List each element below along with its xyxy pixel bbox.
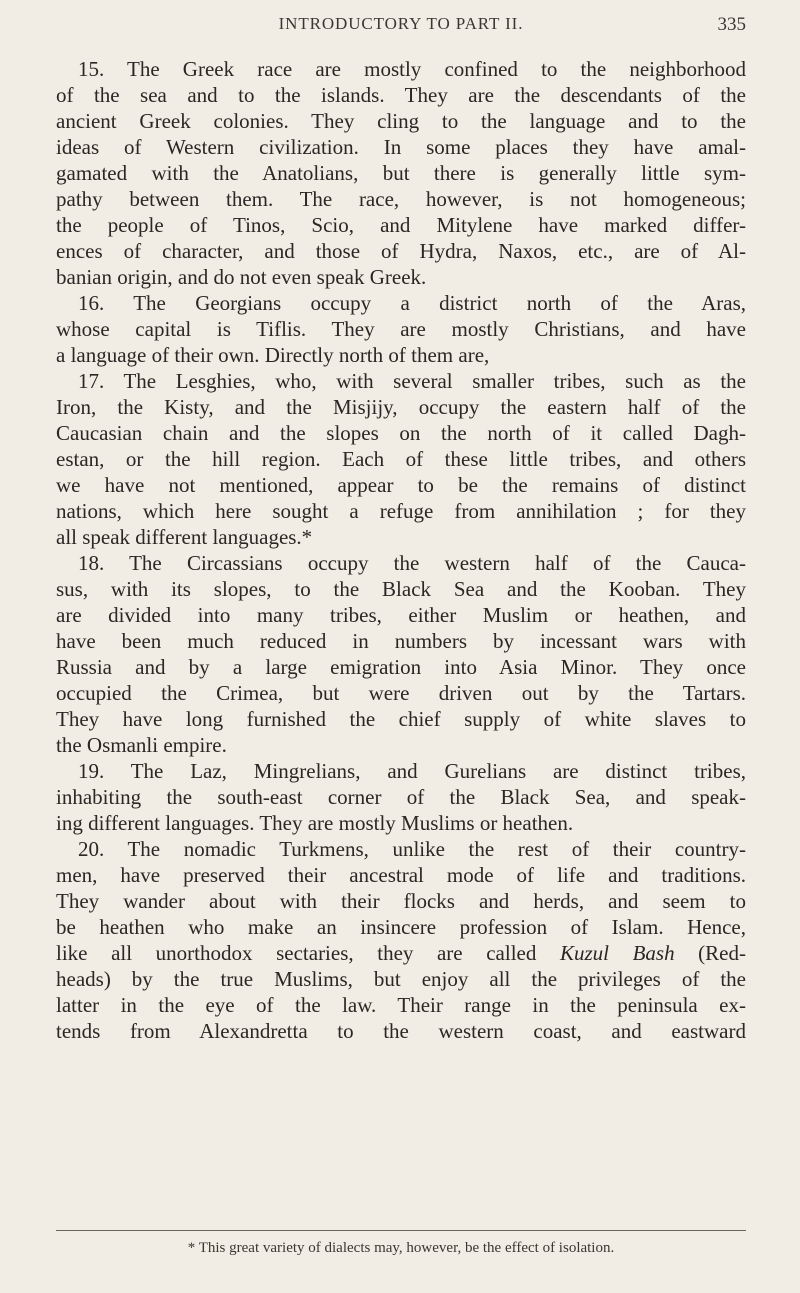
text-line: occupied the Crimea, but were driven out by the Tartars. bbox=[56, 681, 746, 705]
text-line: Russia and by a large emigration into Asia Minor. They once bbox=[56, 655, 746, 679]
text-line: They have long furnished the chief supply of white slaves to bbox=[56, 707, 746, 731]
footnote-rule bbox=[56, 1230, 746, 1231]
text-line: tends from Alexandretta to the western coast, and eastward bbox=[56, 1019, 746, 1043]
text-line: estan, or the hill region. Each of these little tribes, and others bbox=[56, 447, 746, 471]
text-line: are divided into many tribes, either Muslim or heathen, and bbox=[56, 603, 746, 627]
text-line: 20. The nomadic Turkmens, unlike the rest of their country- bbox=[78, 837, 746, 861]
text-line: sus, with its slopes, to the Black Sea and the Kooban. They bbox=[56, 577, 746, 601]
italic-term: Kuzul Bash bbox=[559, 941, 675, 965]
text-line: Caucasian chain and the slopes on the north of it called Dagh- bbox=[56, 421, 746, 445]
text-line: 16. The Georgians occupy a district north of the Aras, bbox=[78, 291, 746, 315]
page-number: 335 bbox=[717, 14, 746, 35]
text-line: 18. The Circassians occupy the western half of the Cauca- bbox=[78, 551, 746, 575]
text-line: be heathen who make an insincere profession of Islam. Hence, bbox=[56, 915, 746, 939]
text-line: all speak different languages.* bbox=[56, 525, 313, 549]
text-line: a language of their own. Directly north of them are, bbox=[56, 343, 490, 367]
text-line: the people of Tinos, Scio, and Mitylene have marked differ- bbox=[56, 213, 746, 237]
text-line: ancient Greek colonies. They cling to the language and to the bbox=[56, 109, 746, 133]
text-line: we have not mentioned, appear to be the remains of distinct bbox=[56, 473, 746, 497]
text-line: 17. The Lesghies, who, with several smaller tribes, such as the bbox=[78, 369, 746, 393]
text-line: ences of character, and those of Hydra, Naxos, etc., are of Al- bbox=[56, 239, 746, 263]
text-line: They wander about with their flocks and herds, and seem to bbox=[56, 889, 746, 913]
running-title: INTRODUCTORY TO PART II. bbox=[278, 14, 524, 33]
text-line: ing different languages. They are mostly Muslims or heathen. bbox=[56, 811, 574, 835]
text-line: banian origin, and do not even speak Greek. bbox=[56, 265, 427, 289]
text-line: 19. The Laz, Mingrelians, and Gurelians are distinct tribes, bbox=[78, 759, 746, 783]
footnote: * This great variety of dialects may, however, be the effect of isolation. bbox=[187, 1240, 615, 1256]
text-line: inhabiting the south-east corner of the Black Sea, and speak- bbox=[56, 785, 746, 809]
body-text bbox=[56, 56, 746, 1044]
running-head bbox=[56, 14, 746, 38]
text-line: gamated with the Anatolians, but there is generally little sym- bbox=[56, 161, 746, 185]
text-line: men, have preserved their ancestral mode of life and traditions. bbox=[56, 863, 746, 887]
text-line: whose capital is Tiflis. They are mostly Christians, and have bbox=[56, 317, 746, 341]
text-line: of the sea and to the islands. They are the descendants of the bbox=[56, 83, 746, 107]
text-line bbox=[56, 940, 746, 966]
text-line: 15. The Greek race are mostly confined to the neighborhood bbox=[78, 57, 746, 81]
text-line: nations, which here sought a refuge from annihilation ; for they bbox=[56, 499, 746, 523]
text-line: latter in the eye of the law. Their range in the peninsula ex- bbox=[56, 993, 746, 1017]
text-run: (Red- bbox=[674, 941, 746, 965]
text-line: ideas of Western civilization. In some places they have amal- bbox=[56, 135, 746, 159]
text-line: heads) by the true Muslims, but enjoy all the privileges of the bbox=[56, 967, 746, 991]
text-line: Iron, the Kisty, and the Misjijy, occupy the eastern half of the bbox=[56, 395, 746, 419]
text-run: like all unorthodox sectaries, they are called bbox=[56, 941, 560, 965]
text-line: the Osmanli empire. bbox=[56, 733, 227, 757]
text-line: have been much reduced in numbers by incessant wars with bbox=[56, 629, 746, 653]
text-line: pathy between them. The race, however, is not homogeneous; bbox=[56, 187, 746, 211]
